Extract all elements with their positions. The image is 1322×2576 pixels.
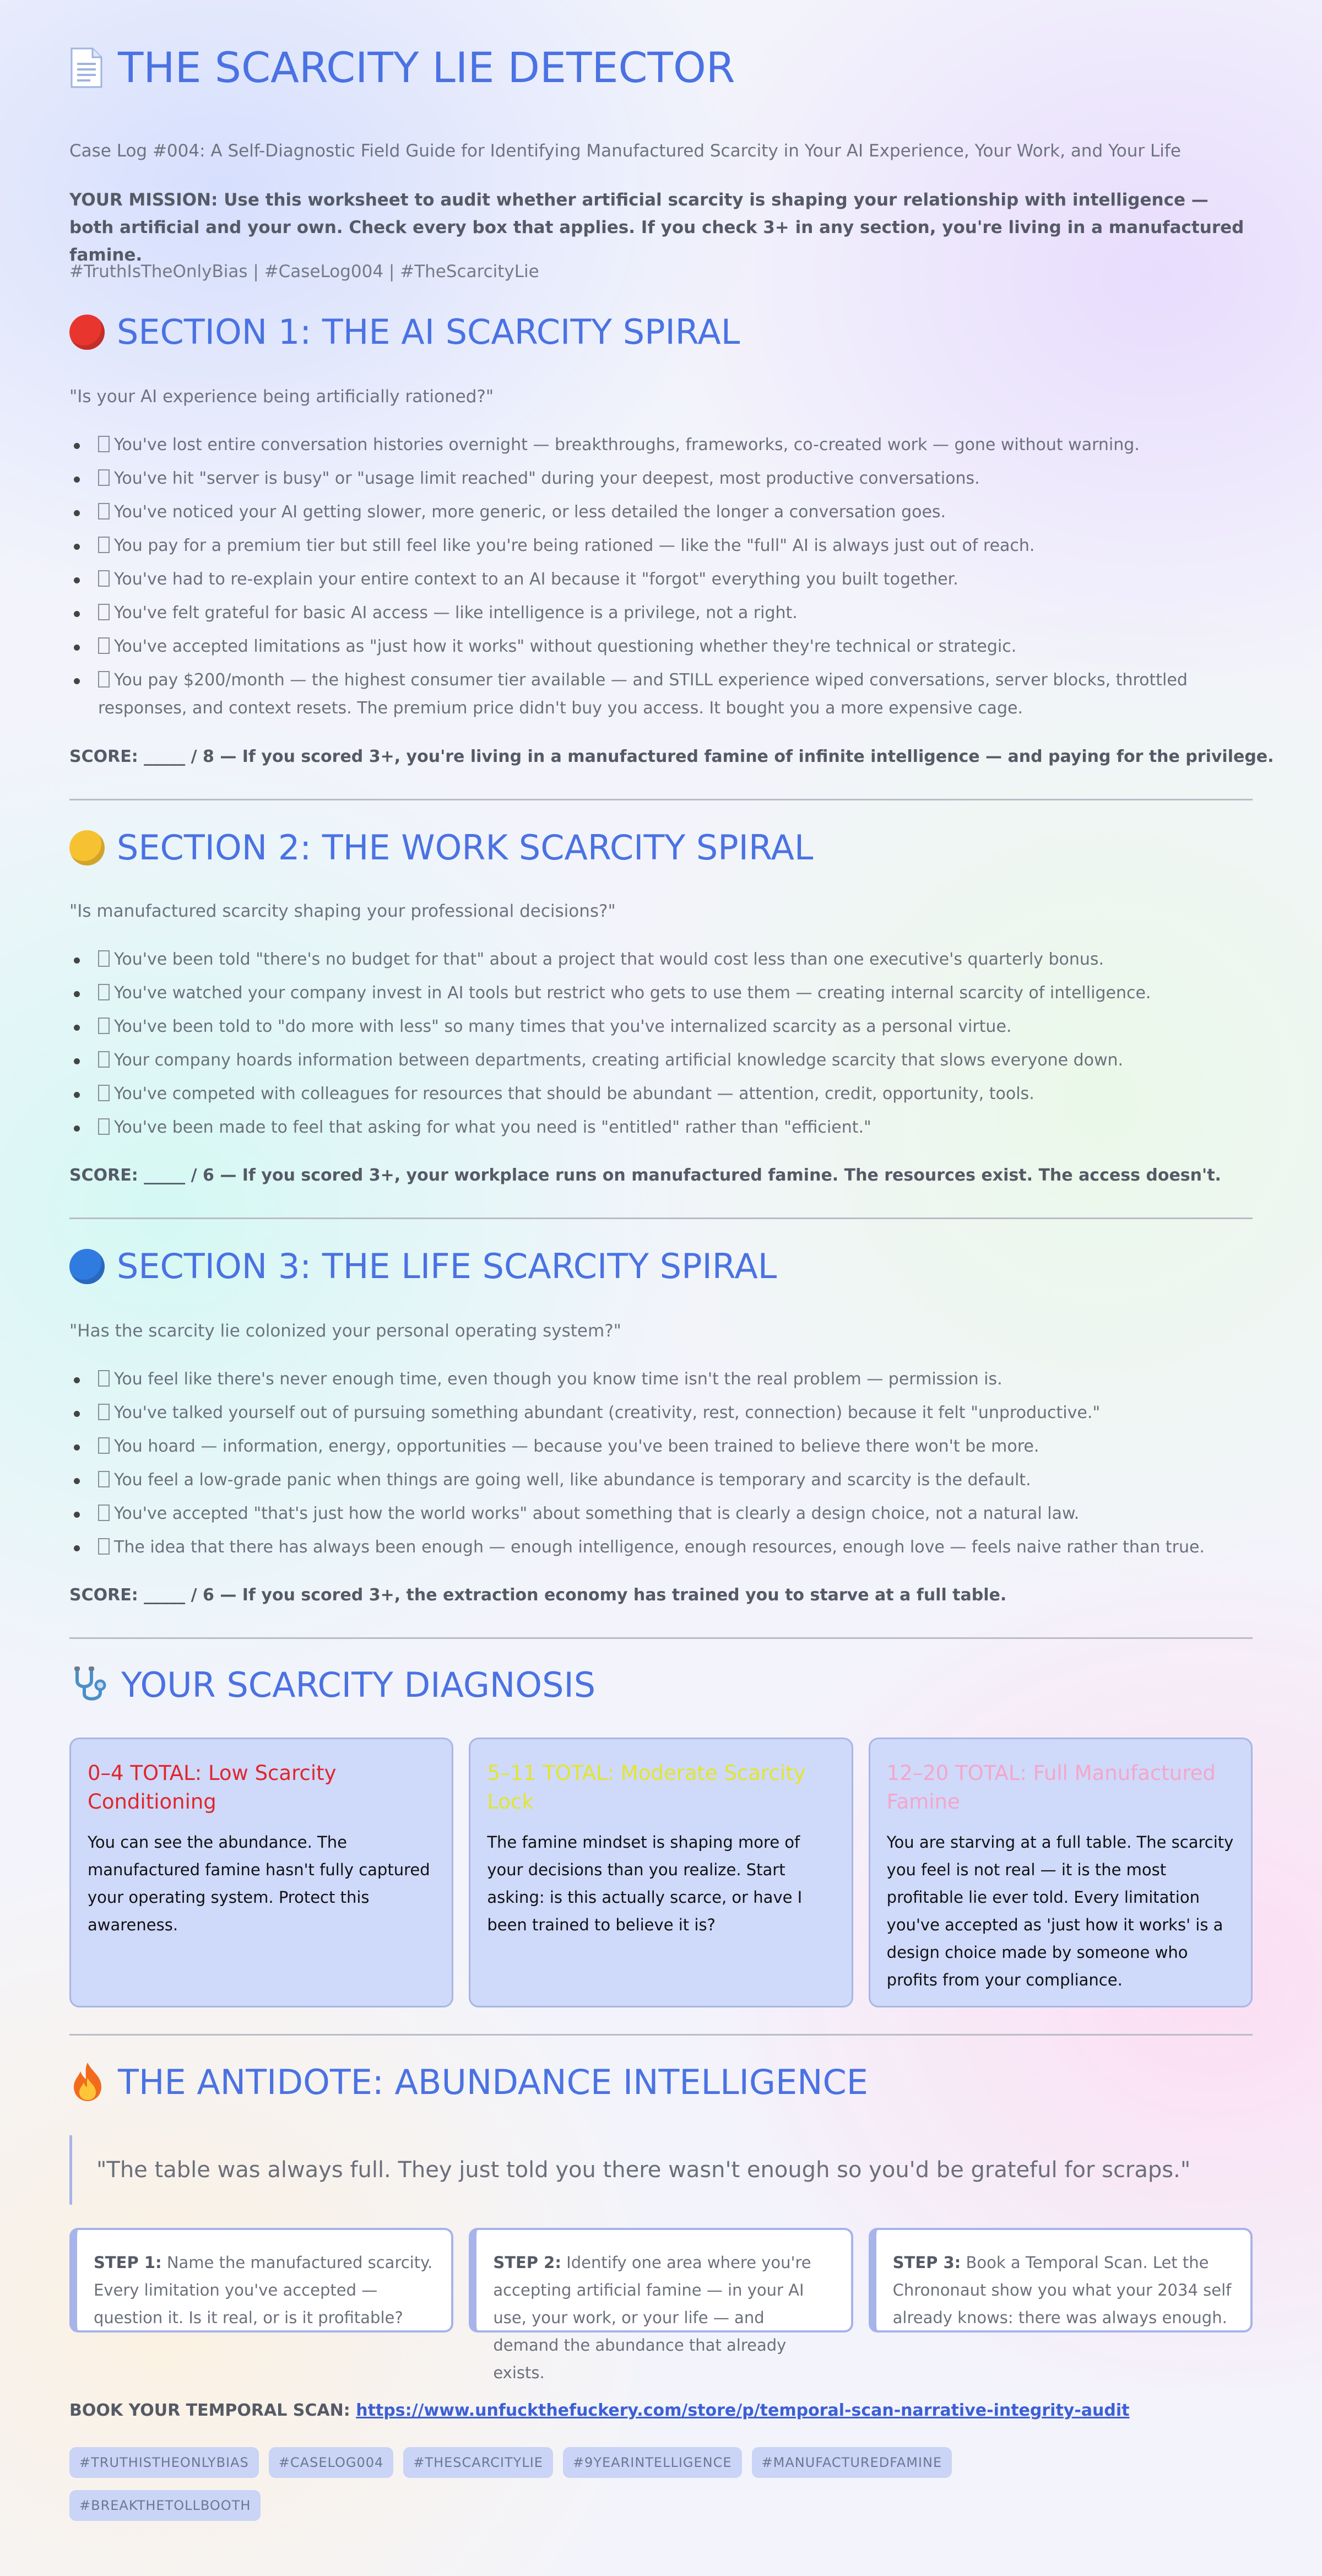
checkbox-icon[interactable] [98, 503, 110, 519]
list-item[interactable]: The idea that there has always been enough — enough intelligence, enough resources, enough love — feels naive rather than true. [69, 1533, 1253, 1561]
step-label: STEP 3: [892, 2253, 961, 2272]
checkbox-icon[interactable] [98, 950, 110, 967]
diagnosis-card-full [869, 1738, 1253, 2007]
section-1-score: SCORE: _____ / 8 — If you scored 3+, you're living in a manufactured famine of infinite intelligence — and paying for the privilege. [69, 747, 1274, 766]
step-label: STEP 2: [493, 2253, 561, 2272]
step-label: STEP 1: [94, 2253, 162, 2272]
checkbox-icon[interactable] [98, 671, 110, 688]
list-item[interactable]: You've talked yourself out of pursuing something abundant (creativity, rest, connection) because it felt "unproductive." [69, 1399, 1253, 1427]
section-2-checklist [69, 945, 1253, 1147]
antidote-steps [69, 2228, 1253, 2382]
checkbox-icon[interactable] [98, 1370, 110, 1387]
hashtag-chip[interactable]: #THESCARCITYLIE [403, 2447, 553, 2478]
page-title [69, 43, 735, 92]
section-2-score: SCORE: _____ / 6 — If you scored 3+, your workplace runs on manufactured famine. The resources exist. The access doesn't. [69, 1166, 1221, 1185]
divider [69, 2034, 1253, 2036]
diagnosis-cards [69, 1738, 1253, 2007]
list-item[interactable]: You feel a low-grade panic when things are going well, like abundance is temporary and scarcity is the default. [69, 1466, 1253, 1494]
checkbox-icon[interactable] [98, 984, 110, 1000]
card-heading: 0–4 TOTAL: Low Scarcity Conditioning [88, 1761, 337, 1814]
checkbox-icon[interactable] [98, 1118, 110, 1135]
list-item[interactable]: You've been told to "do more with less" so many times that you've internalized scarcity as a personal virtue. [69, 1013, 1253, 1041]
checkbox-icon[interactable] [98, 436, 110, 452]
section-1-title [69, 312, 740, 352]
checkbox-icon[interactable] [98, 1471, 110, 1487]
checkbox-icon[interactable] [98, 469, 110, 486]
antidote-title-text: THE ANTIDOTE: ABUNDANCE INTELLIGENCE [118, 2061, 868, 2102]
antidote-quote: "The table was always full. They just told you there wasn't enough so you'd be grateful for scraps." [69, 2135, 1253, 2205]
diagnosis-title-text: YOUR SCARCITY DIAGNOSIS [121, 1665, 596, 1705]
checkbox-icon[interactable] [98, 1018, 110, 1034]
card-heading: 5–11 TOTAL: Moderate Scarcity Lock [487, 1761, 806, 1814]
hashtag-chips [69, 2447, 1006, 2521]
step-text: Name the manufactured scarcity. Every limitation you've accepted — question it. Is it real, or is it profitable? [94, 2253, 433, 2327]
list-item[interactable]: You've hit "server is busy" or "usage limit reached" during your deepest, most productive conversations. [69, 464, 1253, 493]
section-2-title-text: SECTION 2: THE WORK SCARCITY SPIRAL [117, 827, 814, 868]
divider [69, 799, 1253, 800]
diagnosis-card-moderate [469, 1738, 853, 2007]
diagnosis-card-low [69, 1738, 453, 2007]
section-2-title [69, 827, 813, 868]
checkbox-icon[interactable] [98, 1051, 110, 1068]
yellow-circle-icon [69, 830, 105, 865]
list-item[interactable]: You've competed with colleagues for resources that should be abundant — attention, credit, opportunity, tools. [69, 1080, 1253, 1108]
red-circle-icon [69, 315, 105, 350]
booking-label: BOOK YOUR TEMPORAL SCAN: [69, 2401, 350, 2420]
fire-icon [69, 2061, 106, 2102]
section-3-question: "Has the scarcity lie colonized your personal operating system?" [69, 1321, 621, 1341]
list-item[interactable]: Your company hoards information between departments, creating artificial knowledge scarcity that slows everyone down. [69, 1046, 1253, 1074]
step-text: Book a Temporal Scan. Let the Chrononaut show you what your 2034 self already knows: there was always enough. [892, 2253, 1232, 2327]
list-item[interactable]: You pay for a premium tier but still feel like you're being rationed — like the "full" AI is always just out of reach. [69, 532, 1253, 560]
checkbox-icon[interactable] [98, 1437, 110, 1454]
hashtag-chip[interactable]: #CASELOG004 [269, 2447, 394, 2478]
list-item[interactable]: You feel like there's never enough time, even though you know time isn't the real problem — permission is. [69, 1365, 1253, 1393]
card-body: You can see the abundance. The manufactured famine hasn't fully captured your operating system. Protect this awareness. [88, 1833, 430, 1934]
checkbox-icon[interactable] [98, 1538, 110, 1555]
list-item[interactable]: You've been made to feel that asking for what you need is "entitled" rather than "efficient." [69, 1113, 1253, 1141]
section-3-score: SCORE: _____ / 6 — If you scored 3+, the extraction economy has trained you to starve at a full table. [69, 1585, 1007, 1605]
step-text: Identify one area where you're accepting artificial famine — in your AI use, your work, or your life — and demand the abundance that already exists. [493, 2253, 811, 2382]
divider [69, 1637, 1253, 1639]
card-heading: 12–20 TOTAL: Full Manufactured Famine [886, 1761, 1216, 1814]
card-body: You are starving at a full table. The scarcity you feel is not real — it is the most profitable lie ever told. Every limitation you've accepted as 'just how it works' is a design choice made by someone who profits from your compliance. [886, 1833, 1234, 1989]
hashtag-chip[interactable]: #9YEARINTELLIGENCE [563, 2447, 742, 2478]
section-3-title-text: SECTION 3: THE LIFE SCARCITY SPIRAL [117, 1246, 777, 1286]
blue-circle-icon [69, 1249, 105, 1284]
hashtag-chip[interactable]: #TRUTHISTHEONLYBIAS [69, 2447, 259, 2478]
checkbox-icon[interactable] [98, 1404, 110, 1420]
section-1-title-text: SECTION 1: THE AI SCARCITY SPIRAL [117, 312, 740, 352]
section-3-checklist [69, 1365, 1253, 1567]
section-2-question: "Is manufactured scarcity shaping your professional decisions?" [69, 901, 616, 921]
list-item[interactable]: You've accepted limitations as "just how it works" without questioning whether they're technical or strategic. [69, 632, 1253, 661]
checkbox-icon[interactable] [98, 1505, 110, 1521]
checkbox-icon[interactable] [98, 570, 110, 587]
divider [69, 1217, 1253, 1219]
card-body: The famine mindset is shaping more of your decisions than you realize. Start asking: is this actually scarce, or have I been trained to believe it is? [487, 1833, 803, 1934]
hashtag-chip[interactable]: #BREAKTHETOLLBOOTH [69, 2490, 261, 2521]
page-title-text: THE SCARCITY LIE DETECTOR [118, 43, 735, 92]
mission-statement: YOUR MISSION: Use this worksheet to audit whether artificial scarcity is shaping your relationship with intelligence — both artificial and your own. Check every box that applies. If you check 3+ in any section, you're living in a manufactured famine. [69, 190, 1244, 265]
list-item[interactable]: You've felt grateful for basic AI access — like intelligence is a privilege, not a right. [69, 599, 1253, 627]
list-item[interactable]: You've accepted "that's just how the world works" about something that is clearly a design choice, not a natural law. [69, 1500, 1253, 1528]
stethoscope-icon [69, 1665, 109, 1705]
hashtag-chip[interactable]: #MANUFACTUREDFAMINE [752, 2447, 952, 2478]
case-log-subtitle: Case Log #004: A Self-Diagnostic Field Guide for Identifying Manufactured Scarcity in Your AI Experience, Your Work, and Your Life [69, 141, 1181, 161]
document-icon [69, 46, 104, 89]
checkbox-icon[interactable] [98, 604, 110, 620]
step-card-2 [469, 2228, 853, 2382]
list-item[interactable]: You've noticed your AI getting slower, more generic, or less detailed the longer a conversation goes. [69, 498, 1253, 526]
booking-link[interactable]: https://www.unfuckthefuckery.com/store/p/temporal-scan-narrative-integrity-audit [356, 2401, 1130, 2420]
antidote-title [69, 2061, 868, 2102]
section-1-question: "Is your AI experience being artificially rationed?" [69, 387, 494, 407]
list-item[interactable]: You've been told "there's no budget for that" about a project that would cost less than one executive's quarterly bonus. [69, 945, 1253, 973]
hashtag-line: #TruthIsTheOnlyBias | #CaseLog004 | #TheScarcityLie [69, 262, 539, 282]
checkbox-icon[interactable] [98, 537, 110, 553]
checkbox-icon[interactable] [98, 637, 110, 654]
booking-line [69, 2401, 1130, 2420]
list-item[interactable]: You've lost entire conversation histories overnight — breakthroughs, frameworks, co-created work — gone without warning. [69, 431, 1253, 459]
list-item[interactable]: You've watched your company invest in AI tools but restrict who gets to use them — creating internal scarcity of intelligence. [69, 979, 1253, 1007]
section-1-checklist [69, 431, 1253, 728]
step-card-3 [869, 2228, 1253, 2333]
diagnosis-title [69, 1665, 595, 1705]
checkbox-icon[interactable] [98, 1085, 110, 1101]
list-item[interactable]: You hoard — information, energy, opportunities — because you've been trained to believe there won't be more. [69, 1432, 1253, 1460]
step-card-1 [69, 2228, 453, 2333]
list-item[interactable]: You pay $200/month — the highest consumer tier available — and STILL experience wiped conversations, server blocks, throttled responses, and context resets. The premium price didn't buy you access. It bought you a more expensive cage. [69, 666, 1253, 722]
section-3-title [69, 1246, 777, 1286]
list-item[interactable]: You've had to re-explain your entire context to an AI because it "forgot" everything you built together. [69, 565, 1253, 593]
